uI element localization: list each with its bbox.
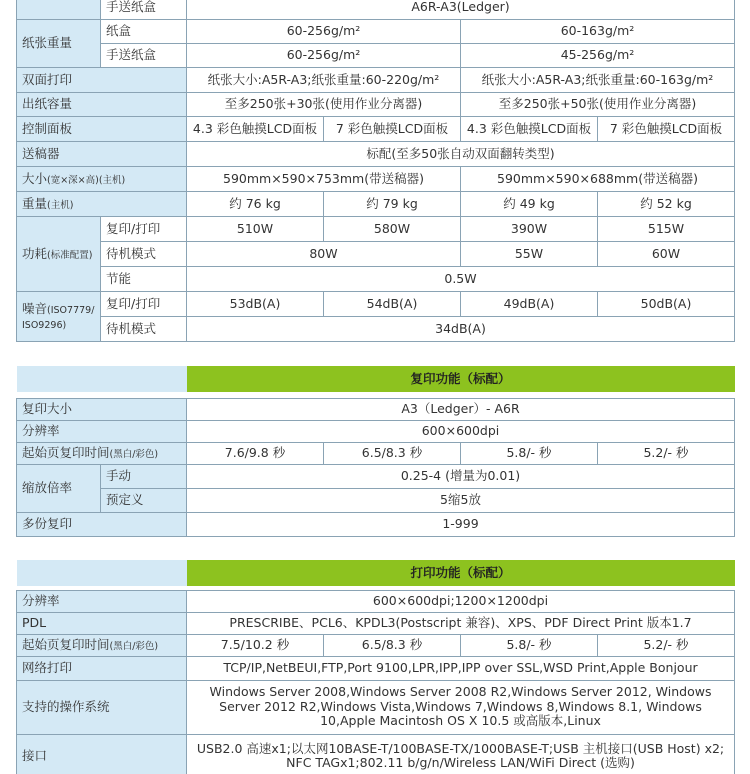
cell: A6R-A3(Ledger): [187, 0, 735, 20]
sub-label: 复印/打印: [101, 292, 187, 317]
table-row: [17, 44, 735, 68]
cell: 590mm×590×753mm(带送稿器): [187, 167, 461, 192]
row-label: [17, 0, 101, 20]
section-header-blank: [17, 366, 187, 392]
table-row: [17, 734, 735, 774]
section-header: [17, 366, 735, 392]
cell: 7 彩色触摸LCD面板: [598, 117, 735, 142]
row-label: PDL: [17, 612, 187, 634]
cell: 0.5W: [187, 267, 735, 292]
row-label: 支持的操作系统: [17, 680, 187, 734]
cell: 标配(至多50张自动双面翻转类型): [187, 142, 735, 167]
table-row: [17, 420, 735, 442]
label-text: 功耗: [22, 245, 48, 261]
label-note: (ISO7779/ ISO9296): [22, 304, 95, 331]
cell: 约 76 kg: [187, 192, 324, 217]
cell: 7 彩色触摸LCD面板: [324, 117, 461, 142]
row-label: 出纸容量: [17, 93, 187, 117]
cell: 515W: [598, 217, 735, 242]
cell: TCP/IP,NetBEUI,FTP,Port 9100,LPR,IPP,IPP over SSL,WSD Print,Apple Bonjour: [187, 656, 735, 680]
table-row: [17, 590, 735, 612]
cell: 至多250张+30张(使用作业分离器): [187, 93, 461, 117]
cell: 1-999: [187, 512, 735, 536]
table-row: [17, 464, 735, 488]
cell: 55W: [461, 242, 598, 267]
cell: 5.8/- 秒: [461, 634, 598, 656]
table-row: [17, 267, 735, 292]
sub-label: 待机模式: [101, 317, 187, 342]
cell: 49dB(A): [461, 292, 598, 317]
cell: 60-256g/m²: [187, 44, 461, 68]
sub-label: 节能: [101, 267, 187, 292]
cell: 600×600dpi;1200×1200dpi: [187, 590, 735, 612]
cell: 60-256g/m²: [187, 20, 461, 44]
cell: 54dB(A): [324, 292, 461, 317]
label-note: (黑白/彩色): [109, 640, 159, 652]
cell: 600×600dpi: [187, 420, 735, 442]
table-row: [17, 93, 735, 117]
row-label: 控制面板: [17, 117, 187, 142]
sub-label: 手动: [101, 464, 187, 488]
row-label: 网络打印: [17, 656, 187, 680]
cell: 约 52 kg: [598, 192, 735, 217]
table-row: [17, 317, 735, 342]
cell: 纸张大小:A5R-A3;纸张重量:60-220g/m²: [187, 68, 461, 93]
cell: 4.3 彩色触摸LCD面板: [187, 117, 324, 142]
table-row: [17, 292, 735, 317]
table-row: [17, 0, 735, 20]
print-table: [16, 560, 735, 774]
table-row: [17, 242, 735, 267]
table-row: [17, 20, 735, 44]
cell: 5.2/- 秒: [598, 442, 735, 464]
cell: 590mm×590×688mm(带送稿器): [461, 167, 735, 192]
cell: 6.5/8.3 秒: [324, 442, 461, 464]
table-row: [17, 488, 735, 512]
cell: 50dB(A): [598, 292, 735, 317]
label-note: (黑白/彩色): [109, 448, 159, 460]
cell: 80W: [187, 242, 461, 267]
table-row: [17, 656, 735, 680]
label-text: 重量: [22, 195, 48, 211]
label-note: (主机): [47, 199, 74, 211]
sub-label: 纸盒: [101, 20, 187, 44]
cell: A3（Ledger）- A6R: [187, 398, 735, 420]
cell: 4.3 彩色触摸LCD面板: [461, 117, 598, 142]
row-label: 复印大小: [17, 398, 187, 420]
row-label: 缩放倍率: [17, 464, 101, 512]
row-label: 送稿器: [17, 142, 187, 167]
cell: 7.6/9.8 秒: [187, 442, 324, 464]
cell: 纸张大小:A5R-A3;纸张重量:60-163g/m²: [461, 68, 735, 93]
cell: 60-163g/m²: [461, 20, 735, 44]
cell: 60W: [598, 242, 735, 267]
row-label: 多份复印: [17, 512, 187, 536]
cell: Windows Server 2008,Windows Server 2008 R2,Windows Server 2012, Windows Server 2012 R2,Windows Vista,Windows 7,Windows 8,Windows 8.1, Windows 10,Apple Macintosh OS X 10.5 或高版本,Linux: [187, 680, 735, 734]
label-text: 大小: [22, 170, 48, 186]
label-text: 起始页复印时间: [22, 444, 110, 460]
sub-label: 手送纸盒: [101, 0, 187, 20]
table-row: [17, 167, 735, 192]
cell: 至多250张+50张(使用作业分离器): [461, 93, 735, 117]
cell: 34dB(A): [187, 317, 735, 342]
row-label: 双面打印: [17, 68, 187, 93]
cell: 约 79 kg: [324, 192, 461, 217]
row-label: [17, 442, 187, 464]
cell: PRESCRIBE、PCL6、KPDL3(Postscript 兼容)、XPS、PDF Direct Print 版本1.7: [187, 612, 735, 634]
table-row: [17, 442, 735, 464]
cell: 53dB(A): [187, 292, 324, 317]
table-row: [17, 634, 735, 656]
table-row: [17, 117, 735, 142]
table-row: [17, 512, 735, 536]
row-label: 纸张重量: [17, 20, 101, 68]
sub-label: 复印/打印: [101, 217, 187, 242]
cell: 45-256g/m²: [461, 44, 735, 68]
cell: 5.8/- 秒: [461, 442, 598, 464]
cell: 6.5/8.3 秒: [324, 634, 461, 656]
cell: 510W: [187, 217, 324, 242]
section-title: 复印功能（标配）: [187, 366, 735, 392]
cell: 5.2/- 秒: [598, 634, 735, 656]
cell: 390W: [461, 217, 598, 242]
cell: 5缩5放: [187, 488, 735, 512]
sub-label: 预定义: [101, 488, 187, 512]
cell: 7.5/10.2 秒: [187, 634, 324, 656]
table-row: [17, 192, 735, 217]
row-label: 分辨率: [17, 590, 187, 612]
spec-table: [16, 0, 735, 342]
row-label: [17, 192, 187, 217]
row-label: [17, 634, 187, 656]
row-label: [17, 217, 101, 292]
row-label: 分辨率: [17, 420, 187, 442]
cell: 580W: [324, 217, 461, 242]
sub-label: 待机模式: [101, 242, 187, 267]
table-row: [17, 612, 735, 634]
label-text: 噪音: [22, 300, 48, 316]
row-label: [17, 292, 101, 342]
section-title: 打印功能（标配）: [187, 560, 735, 586]
table-row: [17, 680, 735, 734]
table-row: [17, 142, 735, 167]
label-note: (宽×深×高)(主机): [47, 174, 126, 186]
cell: USB2.0 高速x1;以太网10BASE-T/100BASE-TX/1000BASE-T;USB 主机接口(USB Host) x2; NFC TAGx1;802.11 b/g/n/Wireless LAN/WiFi Direct (选购): [187, 734, 735, 774]
sub-label: 手送纸盒: [101, 44, 187, 68]
label-note: (标准配置): [47, 249, 93, 261]
copy-table: [16, 366, 735, 537]
table-row: [17, 398, 735, 420]
row-label: [17, 167, 187, 192]
section-header-blank: [17, 560, 187, 586]
section-header: [17, 560, 735, 586]
cell: 约 49 kg: [461, 192, 598, 217]
table-row: [17, 68, 735, 93]
label-text: 起始页复印时间: [22, 636, 110, 652]
row-label: 接口: [17, 734, 187, 774]
table-row: [17, 217, 735, 242]
cell: 0.25-4 (增量为0.01): [187, 464, 735, 488]
